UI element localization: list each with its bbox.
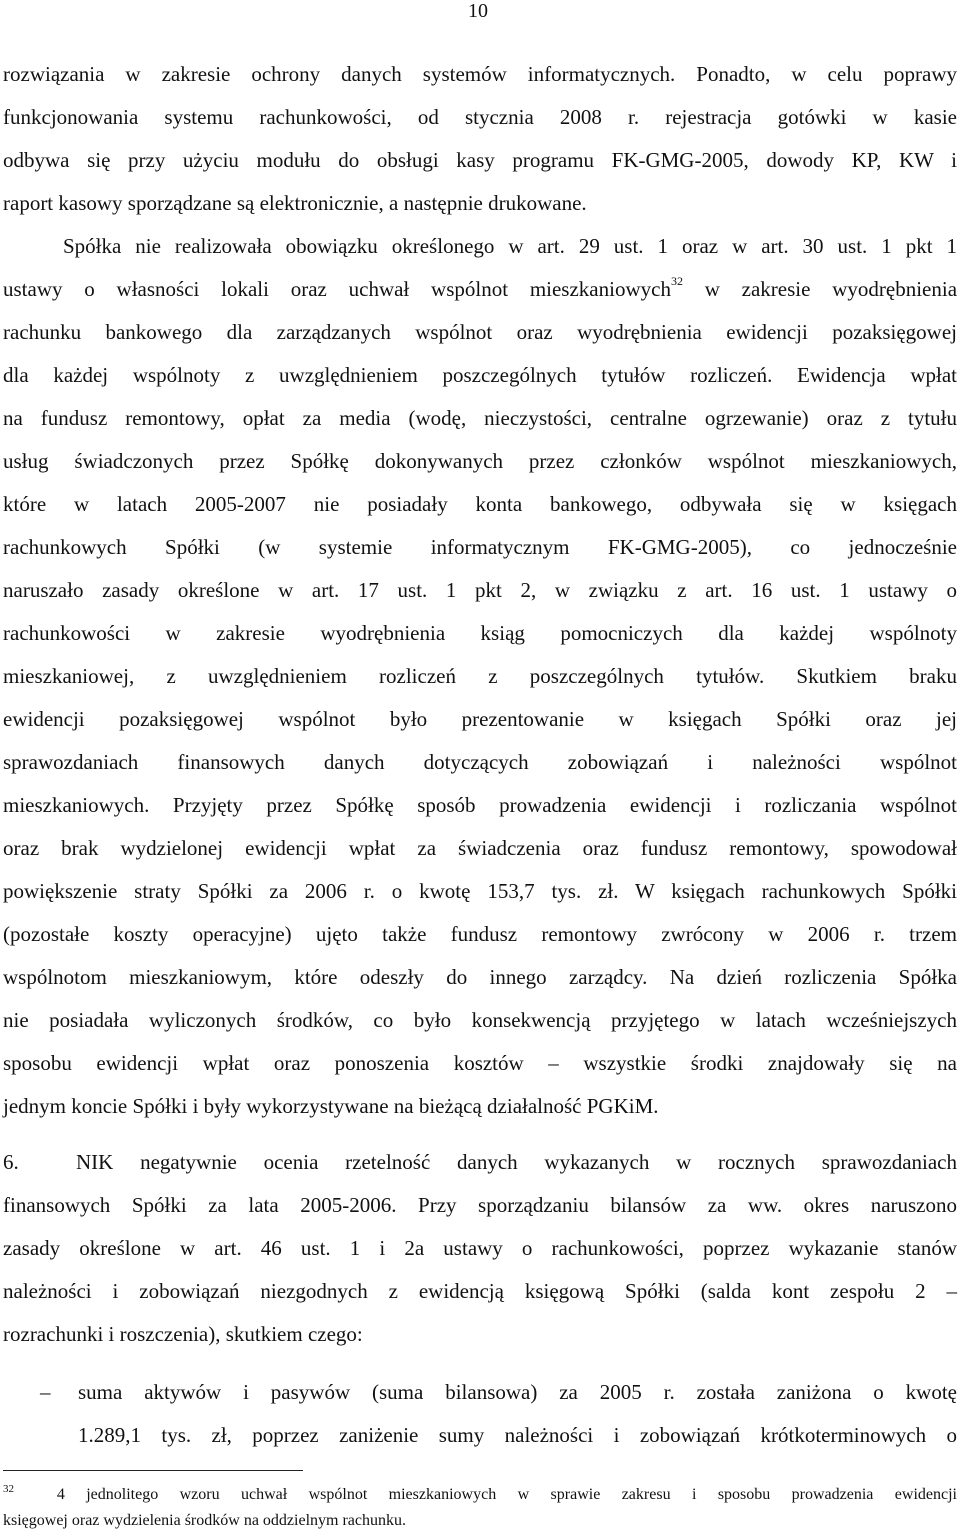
body-line: oraz brak wydzielonej ewidencji wpłat za świadczenia oraz fundusz remontowy, spowodował [3,836,957,860]
body-line: nie posiadała wyliczonych środków, co było konsekwencją przyjętego w latach wcześniejszych [3,1008,957,1032]
body-line: mieszkaniowej, z uwzględnieniem rozliczeń z poszczególnych tytułów. Skutkiem braku [3,664,957,688]
body-line [3,274,958,302]
body-line: powiększenie straty Spółki za 2006 r. o kwotę 153,7 tys. zł. W księgach rachunkowych Spółki [3,879,957,903]
body-line: jednym koncie Spółki i były wykorzystywane na bieżącą działalność PGKiM. [3,1094,659,1118]
section-number: 6. [3,1150,19,1174]
bullet-dash: – [40,1380,51,1404]
bullet-line: 1.289,1 tys. zł, poprzez zaniżenie sumy należności i zobowiązań krótkoterminowych o [78,1423,957,1447]
body-line: usług świadczonych przez Spółkę dokonywanych przez członków wspólnot mieszkaniowych, [3,449,957,473]
body-line: (pozostałe koszty operacyjne) ujęto także fundusz remontowy zwrócony w 2006 r. trzem [3,922,957,946]
body-line: na fundusz remontowy, opłat za media (wodę, nieczystości, centralne ogrzewanie) oraz z tytułu [3,406,957,430]
body-line: sprawozdaniach finansowych danych dotyczących zobowiązań i należności wspólnot [3,750,957,774]
body-line: dla każdej wspólnoty z uwzględnieniem poszczególnych tytułów rozliczeń. Ewidencja wpłat [3,363,957,387]
footnote-line [3,1483,958,1504]
body-line: wspólnotom mieszkaniowym, które odeszły do innego zarządcy. Na dzień rozliczenia Spółka [3,965,957,989]
footnote-ref: 32 [670,274,683,288]
body-line: odbywa się przy użyciu modułu do obsługi kasy programu FK-GMG-2005, dowody KP, KW i [3,148,957,172]
footnote-marker: 32 [3,1483,14,1495]
body-line: rachunku bankowego dla zarządzanych wspólnot oraz wyodrębnienia ewidencji pozaksięgowej [3,320,957,344]
body-line: które w latach 2005-2007 nie posiadały konta bankowego, odbywała się w księgach [3,492,957,516]
body-line: Spółka nie realizowała obowiązku określonego w art. 29 ust. 1 oraz w art. 30 ust. 1 pkt 1 [63,234,957,258]
body-line-part: ustawy o własności lokali oraz uchwał wspólnot mieszkaniowych [3,277,671,301]
footnote-text: 4 jednolitego wzoru uchwał wspólnot mieszkaniowych w sprawie zakresu i sposobu prowadzenia ewidencji [56,1486,958,1503]
body-line: mieszkaniowych. Przyjęty przez Spółkę sposób prowadzenia ewidencji i rozliczania wspólnot [3,793,957,817]
body-line: funkcjonowania systemu rachunkowości, od stycznia 2008 r. rejestracja gotówki w kasie [3,105,957,129]
bullet-line: suma aktywów i pasywów (suma bilansowa) za 2005 r. została zaniżona o kwotę [78,1380,957,1404]
body-line: rachunkowych Spółki (w systemie informatycznym FK-GMG-2005), co jednocześnie [3,535,957,559]
page-number: 10 [468,0,488,22]
footnote-separator [3,1470,303,1471]
body-line: rozwiązania w zakresie ochrony danych systemów informatycznych. Ponadto, w celu poprawy [3,62,957,86]
footnote-line: księgowej oraz wydzielenia środków na oddzielnym rachunku. [3,1512,406,1529]
body-line: raport kasowy sporządzane są elektronicznie, a następnie drukowane. [3,191,587,215]
section-line: zasady określone w art. 46 ust. 1 i 2a ustawy o rachunkowości, poprzez wykazanie stanów [3,1236,957,1260]
section-line: NIK negatywnie ocenia rzetelność danych wykazanych w rocznych sprawozdaniach [76,1150,957,1174]
section-line: finansowych Spółki za lata 2005-2006. Przy sporządzaniu bilansów za ww. okres naruszono [3,1193,957,1217]
section-line: rozrachunki i roszczenia), skutkiem czego: [3,1322,363,1346]
body-line: ewidencji pozaksięgowej wspólnot było prezentowanie w księgach Spółki oraz jej [3,707,957,731]
body-line: sposobu ewidencji wpłat oraz ponoszenia kosztów – wszystkie środki znajdowały się na [3,1051,957,1075]
body-line: naruszało zasady określone w art. 17 ust. 1 pkt 2, w związku z art. 16 ust. 1 ustawy o [3,578,957,602]
body-line-part: w zakresie wyodrębnienia [704,277,958,301]
section-line: należności i zobowiązań niezgodnych z ewidencją księgową Spółki (salda kont zespołu 2 – [3,1279,957,1303]
body-line: rachunkowości w zakresie wyodrębnienia ksiąg pomocniczych dla każdej wspólnoty [3,621,957,645]
